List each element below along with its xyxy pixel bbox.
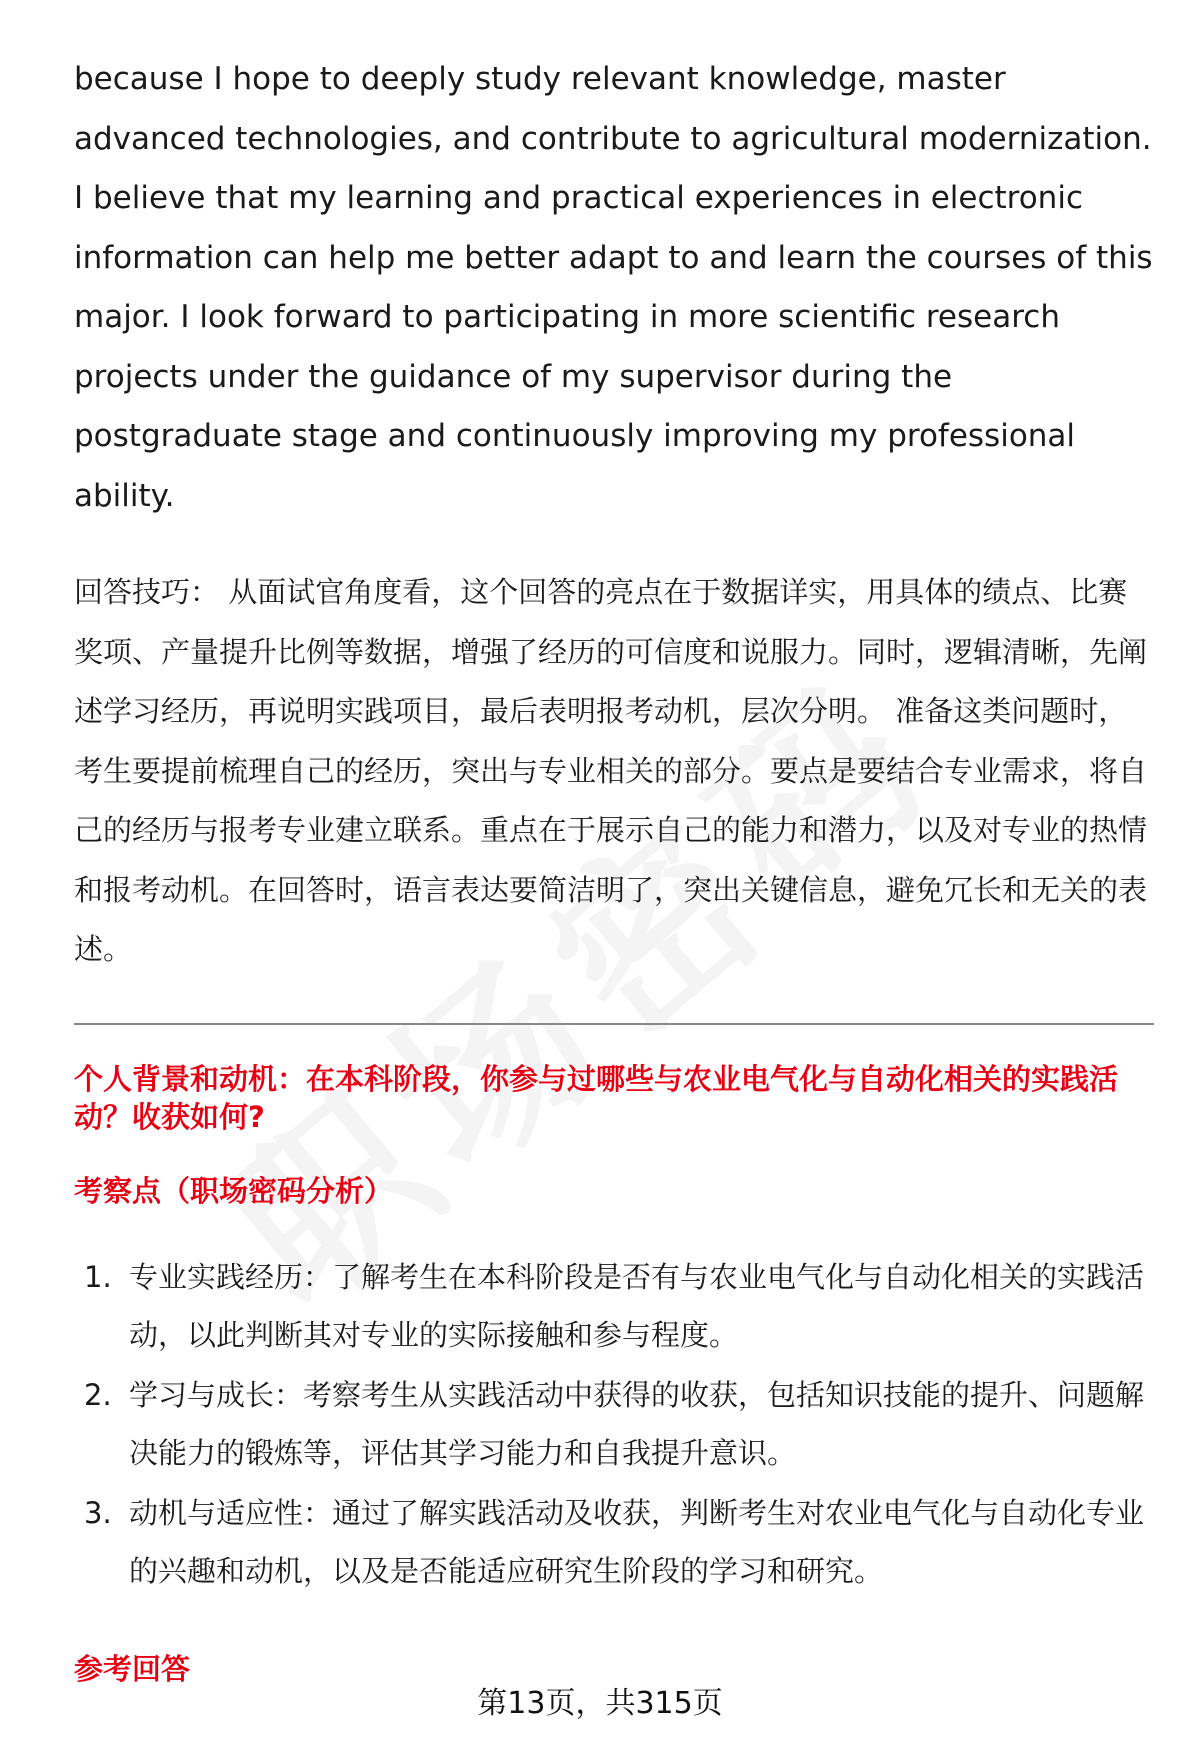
analysis-list xyxy=(74,1248,1154,1600)
section-divider xyxy=(74,1023,1154,1025)
document-body xyxy=(74,50,1154,1688)
list-item-text: 动机与适应性：通过了解实践活动及收获，判断考生对农业电气化与自动化专业的兴趣和动机，以及是否能适应研究生阶段的学习和研究。 xyxy=(129,1495,1145,1588)
reference-answer-heading: 参考回答 xyxy=(74,1651,191,1686)
list-item-text: 学习与成长：考察考生从实践活动中获得的收获，包括知识技能的提升、问题解决能力的锻炼等，评估其学习能力和自我提升意识。 xyxy=(129,1377,1145,1470)
analysis-heading: 考察点（职场密码分析） xyxy=(74,1173,394,1208)
answer-paragraph-english: because I hope to deeply study relevant knowledge, master advanced technologies, and contribute to agricultural modernization. I believe that my learning and practical experiences in electronic information can help me better adapt to and learn the courses of this major. I look forward to participating in more scientific research projects under the guidance of my supervisor during the postgraduate stage and continuously improving my professional ability. xyxy=(74,61,1153,514)
list-item xyxy=(74,1248,1154,1364)
list-item-number: 1. xyxy=(84,1259,112,1294)
list-item-number: 3. xyxy=(84,1495,112,1530)
page-footer: 第13页，共315页 xyxy=(477,1686,723,1721)
list-item xyxy=(74,1366,1154,1482)
list-item-text: 专业实践经历：了解考生在本科阶段是否有与农业电气化与自动化相关的实践活动，以此判断其对专业的实际接触和参与程度。 xyxy=(129,1259,1145,1352)
list-item-number: 2. xyxy=(84,1377,112,1412)
question-title: 个人背景和动机：在本科阶段，你参与过哪些与农业电气化与自动化相关的实践活动？收获如何? xyxy=(74,1061,1119,1134)
answer-tips-paragraph: 回答技巧： 从面试官角度看，这个回答的亮点在于数据详实，用具体的绩点、比赛奖项、产量提升比例等数据，增强了经历的可信度和说服力。同时，逻辑清晰，先阐述学习经历，再说明实践项目，最后表明报考动机，层次分明。 准备这类问题时，考生要提前梳理自己的经历，突出与专业相关的部分。要点是要结合专业需求，将自己的经历与报考专业建立联系。重点在于展示自己的能力和潜力，以及对专业的热情和报考动机。在回答时，语言表达要简洁明了，突出关键信息，避免冗长和无关的表述。 xyxy=(74,575,1148,966)
list-item xyxy=(74,1484,1154,1600)
